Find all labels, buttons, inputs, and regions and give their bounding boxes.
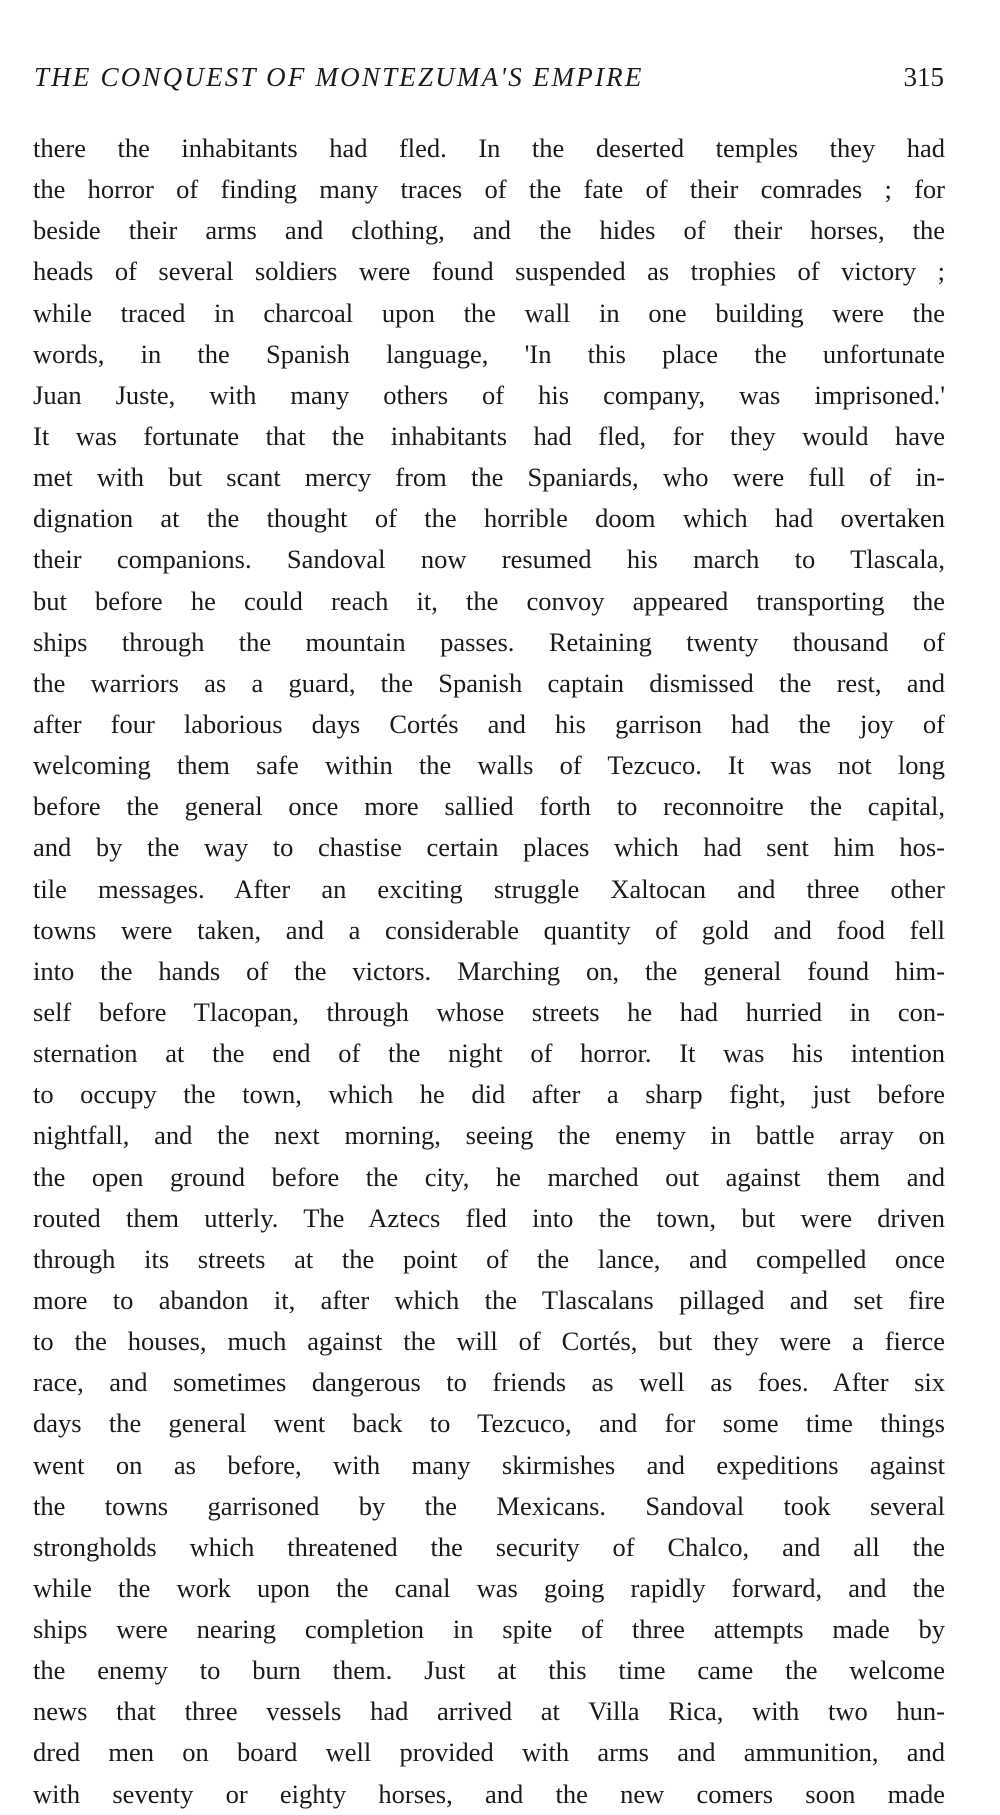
text-line: nightfall, and the next morning, seeing the enemy in battle array on [33, 1120, 945, 1151]
text-line: to the houses, much against the will of Cortés, but they were a fierce [33, 1326, 945, 1357]
body-text [33, 128, 945, 1815]
text-line: met with but scant mercy from the Spaniards, who were full of in- [33, 462, 945, 493]
text-line: and by the way to chastise certain places which had sent him hos- [33, 832, 945, 863]
text-line: sternation at the end of the night of horror. It was his intention [33, 1038, 945, 1069]
text-line: welcoming them safe within the walls of Tezcuco. It was not long [33, 750, 945, 781]
text-line: the towns garrisoned by the Mexicans. Sandoval took several [33, 1490, 945, 1521]
text-line: dred men on board well provided with arms and ammunition, and [33, 1737, 945, 1768]
text-line: heads of several soldiers were found suspended as trophies of victory ; [33, 256, 945, 287]
text-line: while traced in charcoal upon the wall in one building were the [33, 297, 945, 328]
text-line: It was fortunate that the inhabitants had fled, for they would have [33, 420, 945, 451]
text-line: beside their arms and clothing, and the hides of their horses, the [33, 215, 945, 246]
text-line: words, in the Spanish language, 'In this place the unfortunate [33, 338, 945, 369]
text-line: the enemy to burn them. Just at this time came the welcome [33, 1655, 945, 1686]
text-line: into the hands of the victors. Marching on, the general found him- [33, 955, 945, 986]
text-line: the horror of finding many traces of the fate of their comrades ; for [33, 174, 945, 205]
text-line: tile messages. After an exciting struggle Xaltocan and three other [33, 873, 945, 904]
text-line: news that three vessels had arrived at Villa Rica, with two hun- [33, 1696, 945, 1727]
text-line: through its streets at the point of the lance, and compelled once [33, 1243, 945, 1274]
text-line: ships through the mountain passes. Retaining twenty thousand of [33, 626, 945, 657]
text-line: Juan Juste, with many others of his company, was imprisoned.' [33, 379, 945, 410]
text-line: self before Tlacopan, through whose streets he had hurried in con- [33, 996, 945, 1027]
text-line: routed them utterly. The Aztecs fled into the town, but were driven [33, 1202, 945, 1233]
text-line: the warriors as a guard, the Spanish captain dismissed the rest, and [33, 667, 945, 698]
text-line: while the work upon the canal was going rapidly forward, and the [33, 1572, 945, 1603]
text-line: towns were taken, and a considerable quantity of gold and food fell [33, 914, 945, 945]
page-number: 315 [903, 62, 944, 92]
text-line: dignation at the thought of the horrible doom which had overtaken [33, 503, 945, 534]
text-line: before the general once more sallied forth to reconnoitre the capital, [33, 791, 945, 822]
text-line: the open ground before the city, he marched out against them and [33, 1161, 945, 1192]
text-line: days the general went back to Tezcuco, and for some time things [33, 1408, 945, 1439]
text-line: there the inhabitants had fled. In the deserted temples they had [33, 133, 945, 163]
running-title: THE CONQUEST OF MONTEZUMA'S EMPIRE [34, 62, 644, 92]
text-line: their companions. Sandoval now resumed his march to Tlascala, [33, 544, 945, 575]
text-line: but before he could reach it, the convoy appeared transporting the [33, 585, 945, 616]
text-line: ships were nearing completion in spite of three attempts made by [33, 1614, 945, 1645]
text-line: more to abandon it, after which the Tlascalans pillaged and set fire [33, 1284, 945, 1315]
text-line: race, and sometimes dangerous to friends as well as foes. After six [33, 1367, 945, 1398]
text-line: with seventy or eighty horses, and the new comers soon made [33, 1778, 945, 1809]
text-line: strongholds which threatened the security of Chalco, and all the [33, 1531, 945, 1562]
text-line: after four laborious days Cortés and his garrison had the joy of [33, 708, 945, 739]
text-line: to occupy the town, which he did after a sharp fight, just before [33, 1079, 945, 1110]
page-header [34, 62, 944, 102]
text-line: went on as before, with many skirmishes and expeditions against [33, 1449, 945, 1480]
